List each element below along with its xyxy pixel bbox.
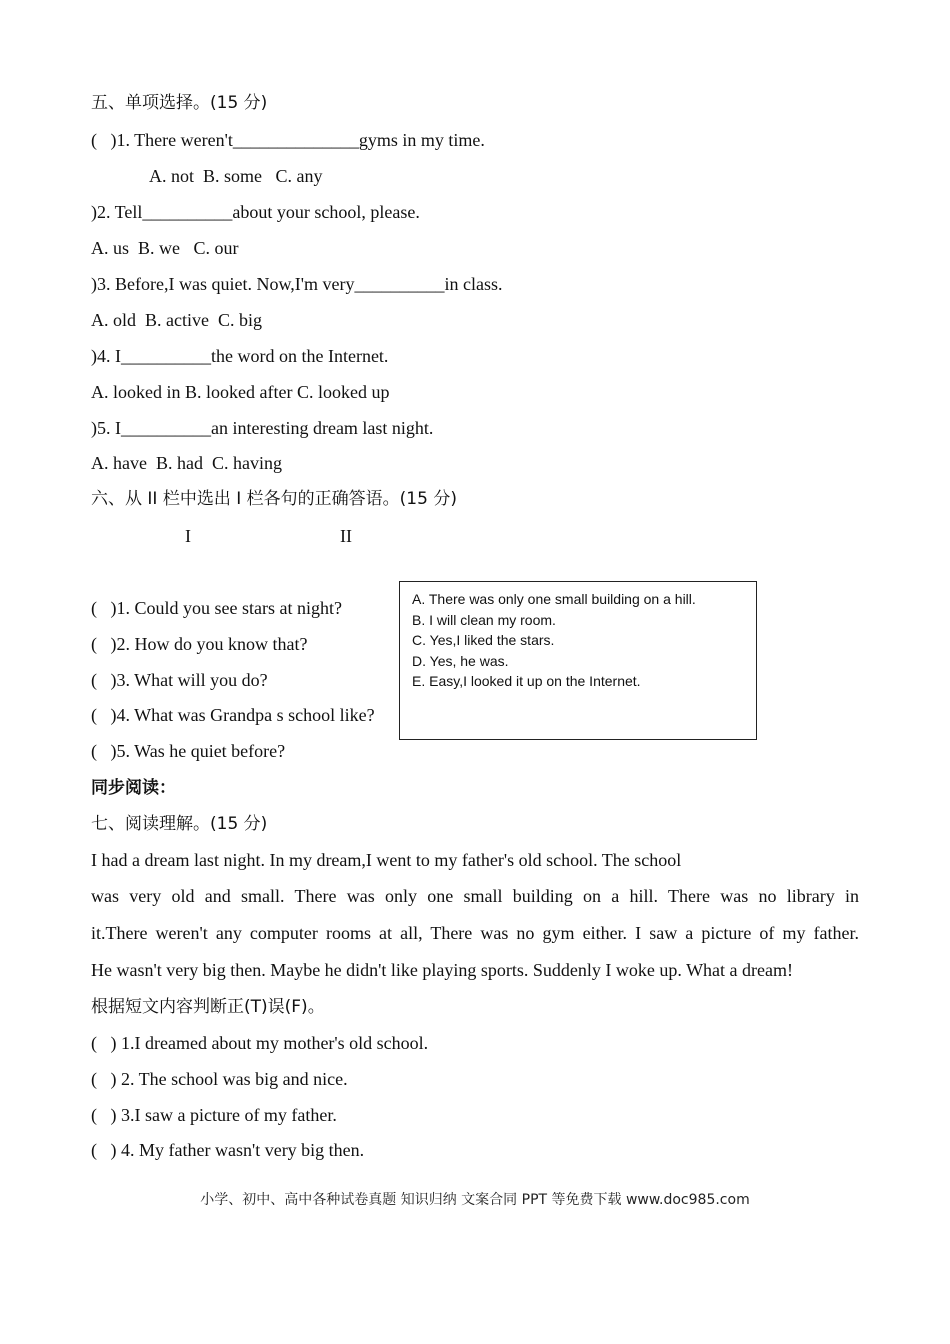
passage-line-3: it.There weren't any computer rooms at all, There was no gym either. I saw a picture of my father. (91, 923, 859, 943)
answer-option-d: D. Yes, he was. (412, 652, 509, 669)
answer-option-e: E. Easy,I looked it up on the Internet. (412, 673, 641, 689)
match-question-1: ( )1. Could you see stars at night? (91, 598, 342, 618)
section-6-title: 六、从 II 栏中选出 I 栏各句的正确答语。(15 分) (91, 489, 457, 509)
statement-2: ( ) 2. The school was big and nice. (91, 1069, 348, 1089)
statement-4: ( ) 4. My father wasn't very big then. (91, 1140, 365, 1160)
passage-line-4: He wasn't very big then. Maybe he didn't like playing sports. Suddenly I woke up. What a dream! (91, 960, 793, 980)
section-5-title: 五、单项选择。(15 分) (91, 93, 268, 113)
match-question-2: ( )2. How do you know that? (91, 634, 308, 654)
answer-option-a: A. There was only one small building on a hill. (412, 591, 696, 607)
answer-option-c: C. Yes,I liked the stars. (412, 632, 555, 648)
question-5-3-options: A. old B. active C. big (91, 310, 262, 330)
column-2-label: II (340, 526, 352, 546)
question-5-2-options: A. us B. we C. our (91, 238, 239, 258)
question-5-1-options: A. not B. some C. any (149, 166, 323, 186)
question-5-1: ( )1. There weren't______________gyms in my time. (91, 130, 485, 150)
match-question-5: ( )5. Was he quiet before? (91, 741, 286, 761)
question-5-4-options: A. looked in B. looked after C. looked up (91, 382, 390, 402)
section-7-title: 七、阅读理解。(15 分) (91, 814, 268, 834)
true-false-instruction: 根据短文内容判断正(T)误(F)。 (91, 997, 325, 1017)
answer-options-box (399, 581, 757, 740)
column-1-label: I (185, 526, 191, 546)
sync-reading-heading: 同步阅读： (91, 778, 176, 798)
passage-line-1: I had a dream last night. In my dream,I went to my father's old school. The school (91, 850, 682, 870)
statement-1: ( ) 1.I dreamed about my mother's old school. (91, 1033, 429, 1053)
question-5-5: )5. I__________an interesting dream last night. (91, 418, 434, 438)
match-question-4: ( )4. What was Grandpa s school like? (91, 705, 375, 725)
question-5-3: )3. Before,I was quiet. Now,I'm very__________in class. (91, 274, 503, 294)
question-5-2: )2. Tell__________about your school, please. (91, 202, 420, 222)
passage-line-2: was very old and small. There was only one small building on a hill. There was no library in (91, 886, 859, 906)
question-5-5-options: A. have B. had C. having (91, 453, 282, 473)
page-footer: 小学、初中、高中各种试卷真题 知识归纳 文案合同 PPT 等免费下载 www.doc985.com (200, 1192, 750, 1208)
answer-option-b: B. I will clean my room. (412, 611, 556, 628)
match-question-3: ( )3. What will you do? (91, 670, 268, 690)
statement-3: ( ) 3.I saw a picture of my father. (91, 1105, 337, 1125)
question-5-4: )4. I__________the word on the Internet. (91, 346, 389, 366)
